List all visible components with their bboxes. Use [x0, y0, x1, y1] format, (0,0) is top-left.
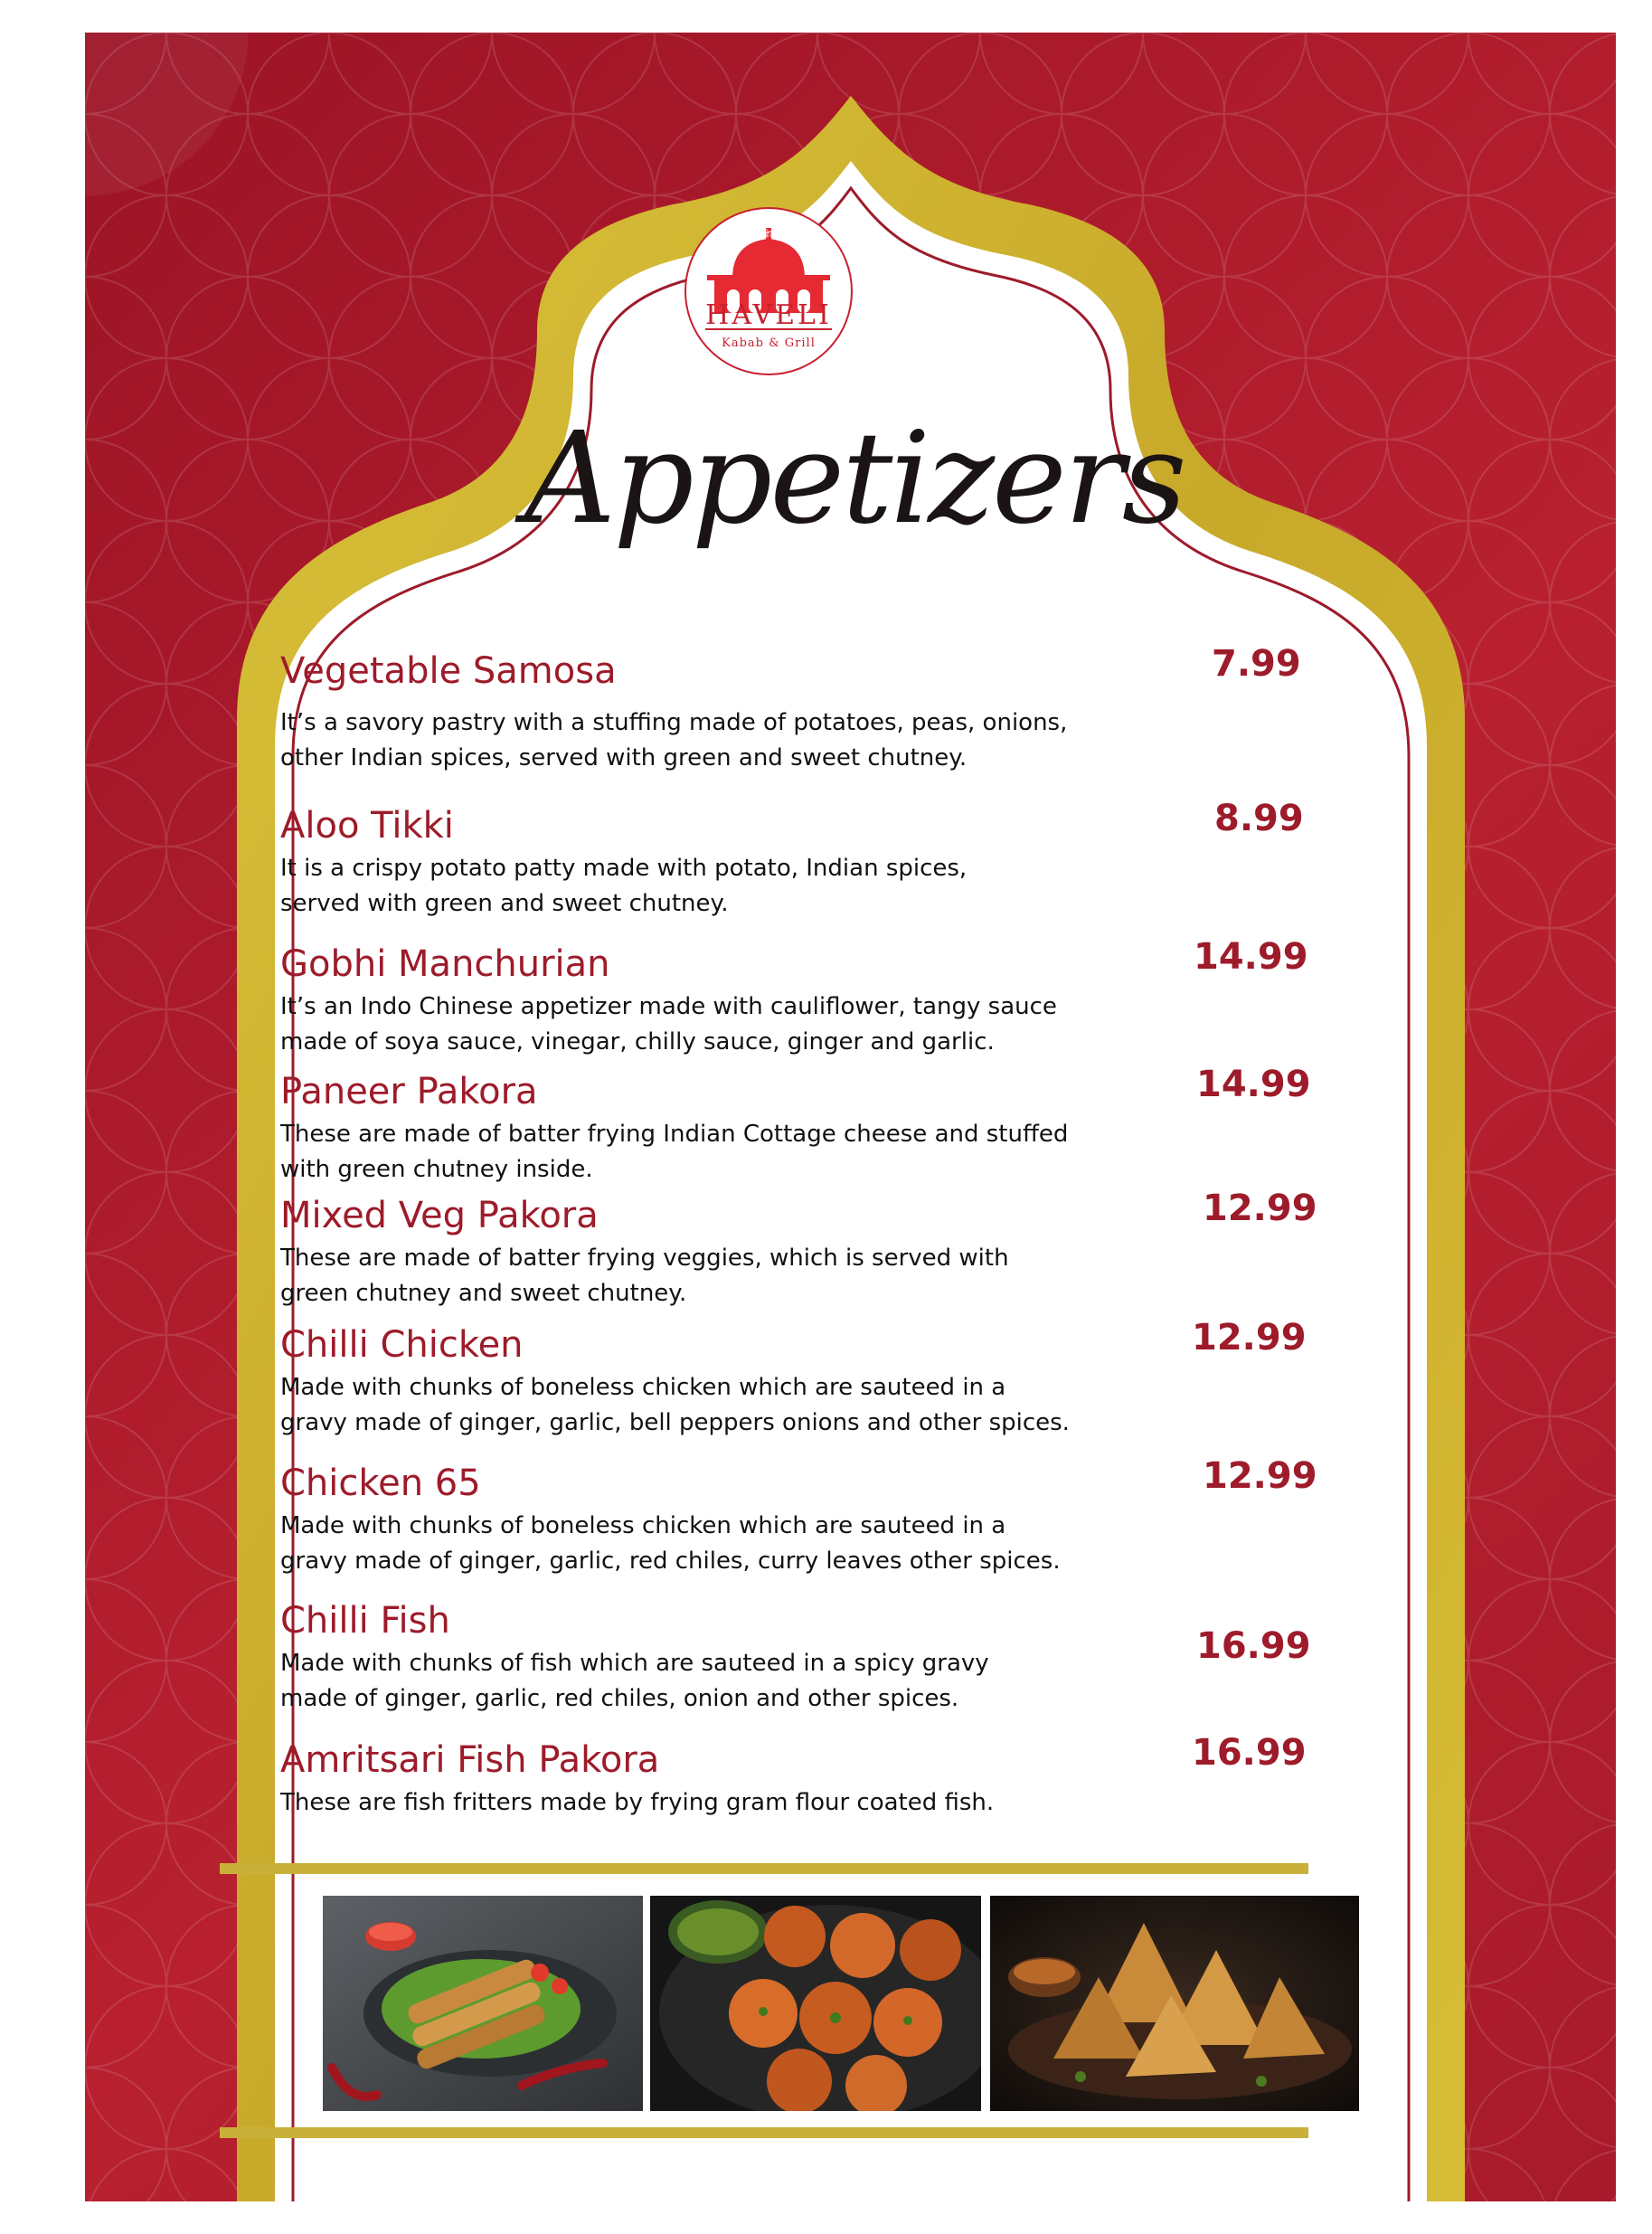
- item-description: These are made of batter frying veggies, which is served with green chutney and sweet chutney.: [280, 1245, 1009, 1307]
- item-description: It’s a savory pastry with a stuffing made of potatoes, peas, onions, other Indian spices, served with green and sweet chutney.: [280, 709, 1068, 771]
- item-price: 14.99: [1194, 936, 1308, 978]
- samosa-photo: [990, 1896, 1359, 2111]
- item-price: 8.99: [1214, 798, 1304, 839]
- aloo-tikki-photo: [650, 1896, 981, 2111]
- item-description: It is a crispy potato patty made with potato, Indian spices, served with green and sweet chutney.: [280, 855, 968, 917]
- item-name: Aloo Tikki: [280, 805, 454, 847]
- item-name: Gobhi Manchurian: [280, 943, 610, 985]
- item-name: Vegetable Samosa: [280, 650, 617, 692]
- item-price: 14.99: [1196, 1064, 1311, 1105]
- restaurant-logo: [680, 195, 857, 389]
- item-name: Amritsari Fish Pakora: [280, 1739, 660, 1781]
- item-price: 12.99: [1203, 1455, 1317, 1497]
- item-description: Made with chunks of boneless chicken which are sauteed in a gravy made of ginger, garlic, red chiles, curry leaves other spices.: [280, 1512, 1061, 1575]
- item-price: 12.99: [1192, 1317, 1307, 1358]
- item-description: Made with chunks of boneless chicken which are sauteed in a gravy made of ginger, garlic, bell peppers onions and other spices.: [280, 1374, 1070, 1436]
- item-name: Paneer Pakora: [280, 1071, 538, 1112]
- item-price: 12.99: [1203, 1188, 1317, 1229]
- gold-divider-top: [220, 1863, 1308, 1874]
- item-price: 16.99: [1196, 1625, 1311, 1667]
- logo-script-text: ਹਵੇਲੀ: [758, 230, 779, 240]
- section-title: Appetizers: [524, 405, 1185, 553]
- item-description: These are fish fritters made by frying gram flour coated fish.: [280, 1789, 995, 1816]
- item-price: 7.99: [1212, 643, 1301, 685]
- gold-divider-bottom: [220, 2127, 1308, 2138]
- logo-emblem: [680, 195, 857, 389]
- item-description: It’s an Indo Chinese appetizer made with cauliflower, tangy sauce made of soya sauce, vinegar, chilly sauce, ginger and garlic.: [280, 993, 1057, 1055]
- item-description: These are made of batter frying Indian Cottage cheese and stuffed with green chutney inside.: [280, 1121, 1069, 1183]
- item-name: Chilli Chicken: [280, 1324, 524, 1366]
- logo-brand-name: HAVELI: [705, 299, 832, 331]
- chicken-skewers-photo: [323, 1896, 643, 2111]
- logo-tagline: Kabab & Grill: [722, 336, 816, 350]
- item-name: Mixed Veg Pakora: [280, 1195, 599, 1236]
- item-price: 16.99: [1192, 1732, 1307, 1774]
- item-name: Chicken 65: [280, 1463, 481, 1504]
- item-name: Chilli Fish: [280, 1600, 450, 1642]
- item-description: Made with chunks of fish which are sauteed in a spicy gravy made of ginger, garlic, red chiles, onion and other spices.: [280, 1650, 989, 1712]
